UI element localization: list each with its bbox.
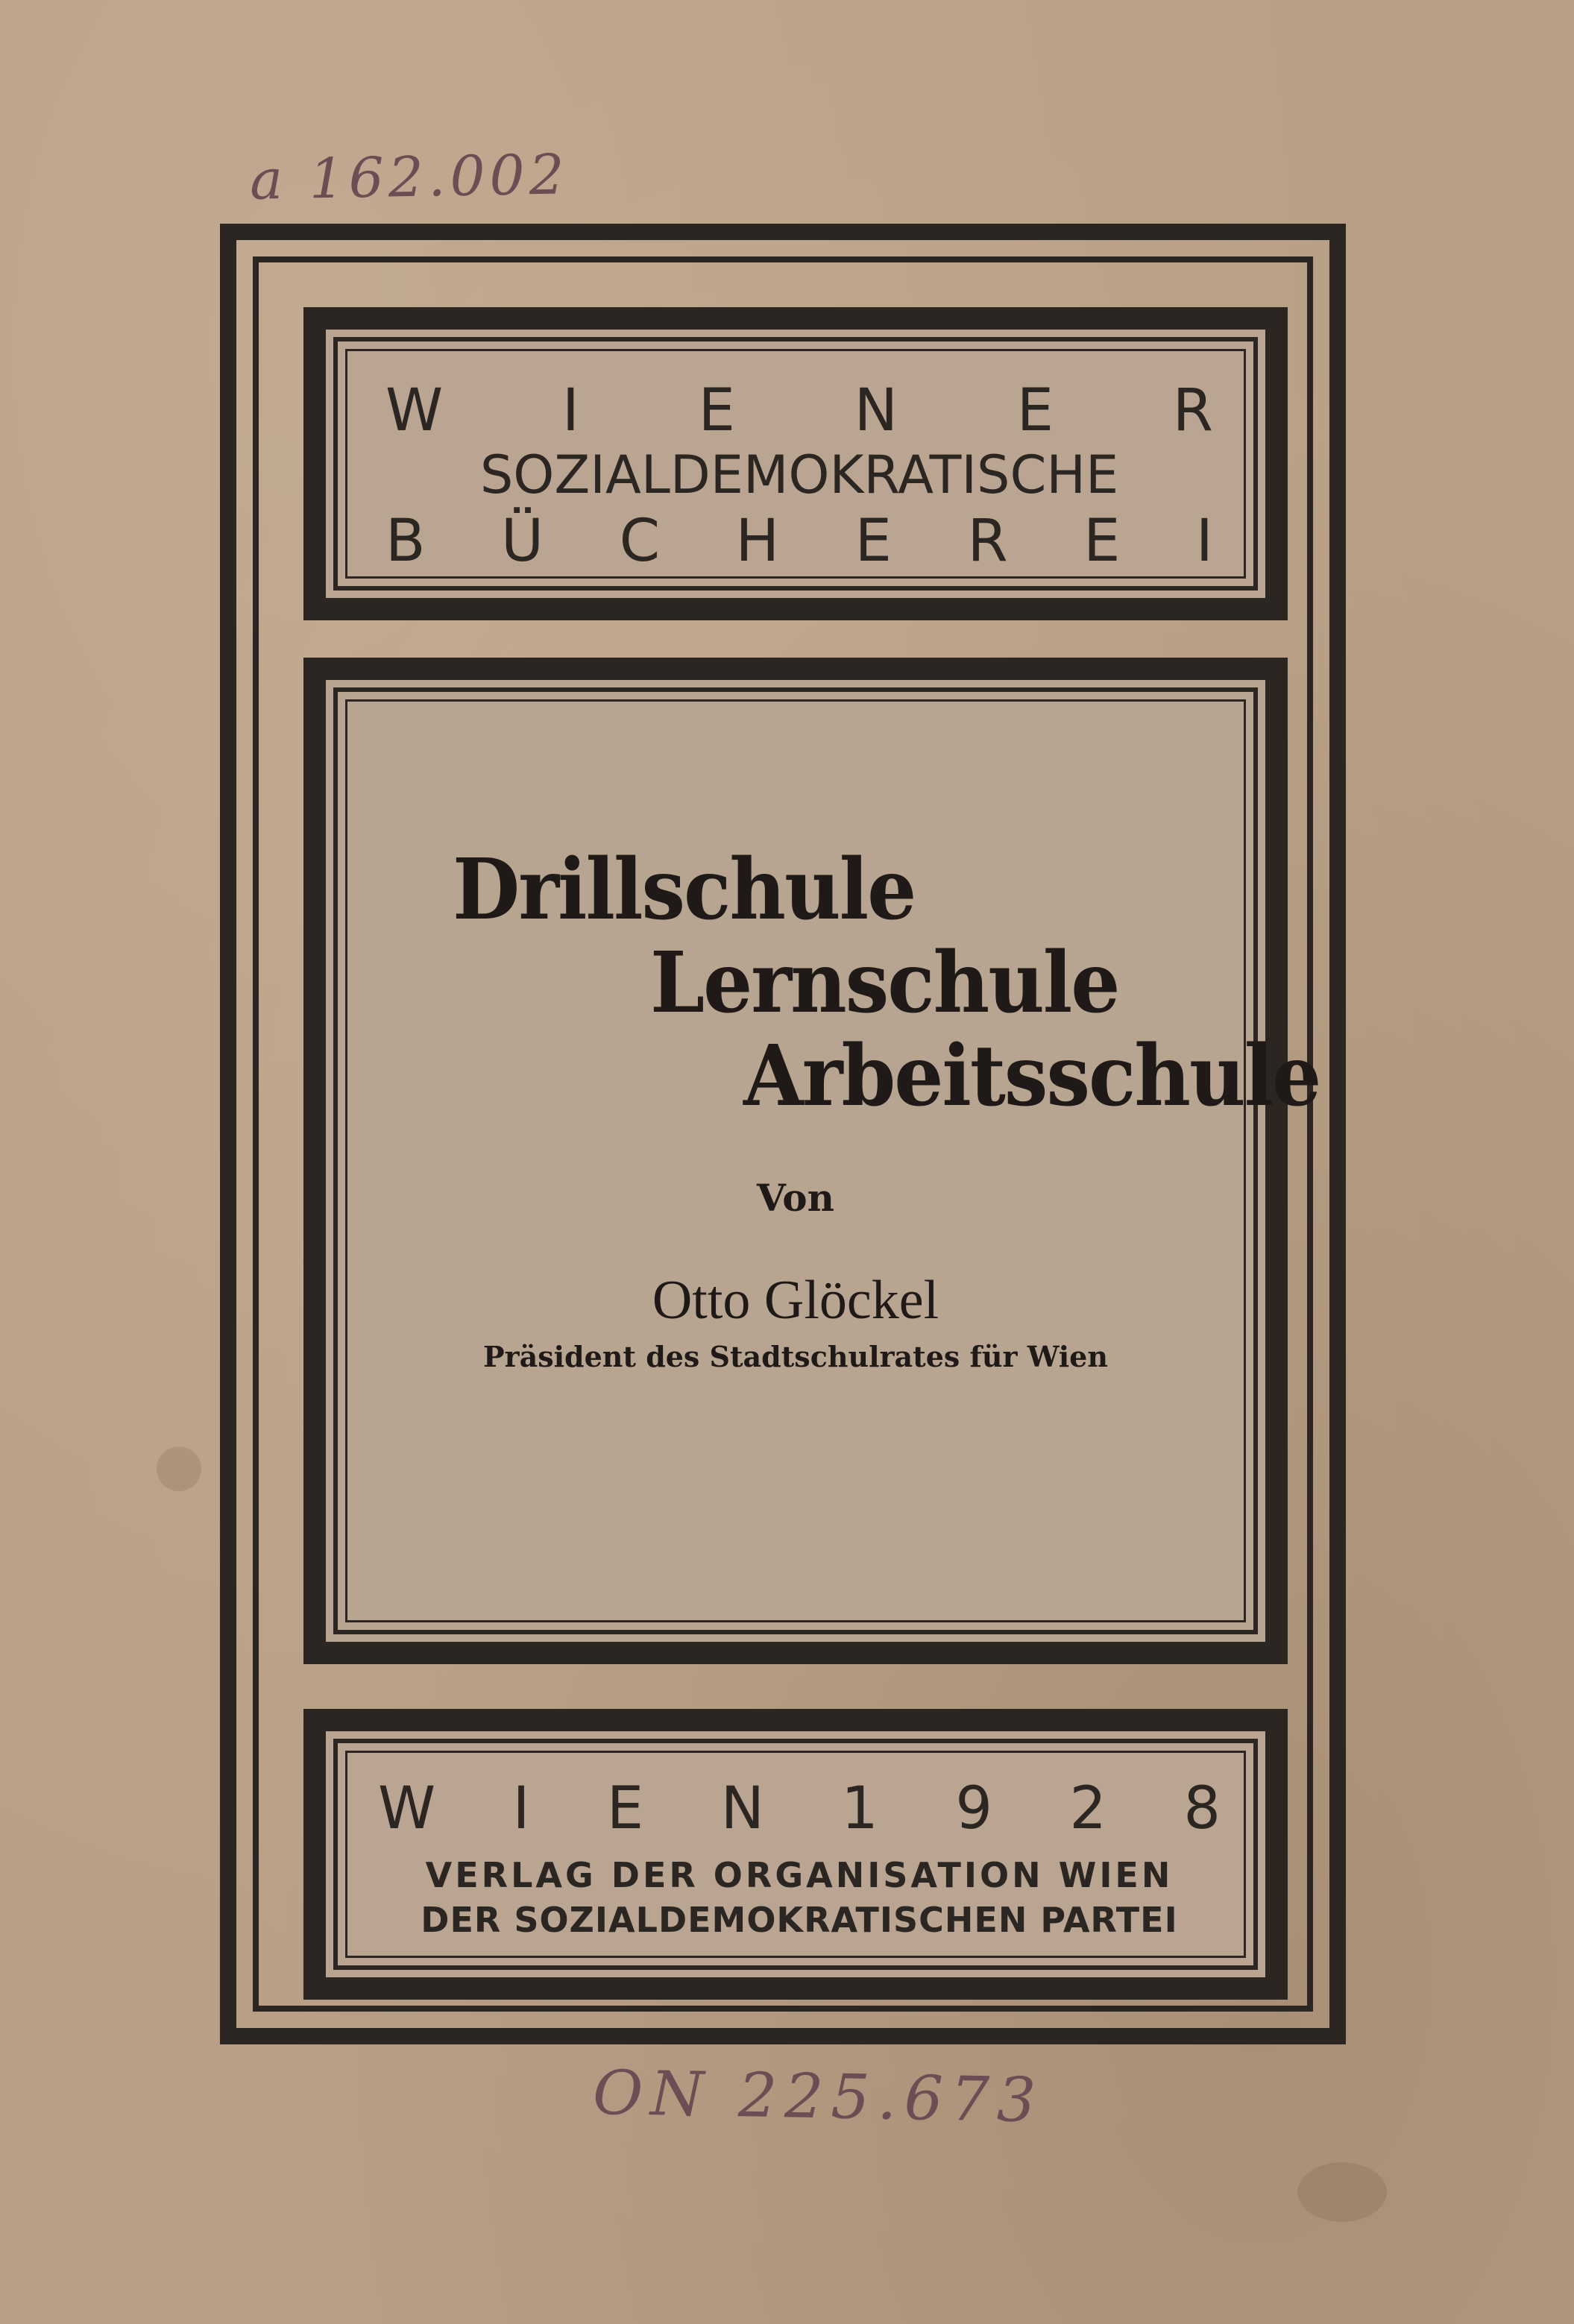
paper-stain bbox=[157, 1446, 201, 1491]
series-letter: B bbox=[385, 508, 426, 575]
series-letter: E bbox=[698, 377, 735, 444]
book-title-line-3: Arbeitsschule bbox=[743, 1026, 1320, 1126]
imprint-char: 9 bbox=[955, 1775, 992, 1842]
imprint-char: N bbox=[720, 1775, 764, 1842]
imprint-panel bbox=[303, 1709, 1288, 2000]
series-letter: R bbox=[967, 508, 1008, 575]
series-letter: E bbox=[1083, 508, 1121, 575]
imprint-char: 8 bbox=[1183, 1775, 1221, 1842]
series-line-sozialdemokratische: SOZIALDEMOKRATISCHE bbox=[479, 444, 1119, 506]
series-letter: E bbox=[1016, 377, 1054, 444]
series-panel bbox=[303, 307, 1288, 620]
series-letter: N bbox=[854, 377, 898, 444]
series-letter: W bbox=[385, 377, 444, 444]
series-line-buecherei bbox=[385, 508, 1213, 575]
imprint-publisher-line-1: VERLAG DER ORGANISATION WIEN bbox=[425, 1855, 1174, 1895]
series-letter: I bbox=[561, 377, 579, 444]
series-line-wiener bbox=[385, 377, 1213, 444]
imprint-char: 1 bbox=[841, 1775, 878, 1842]
book-title-line-1: Drillschule bbox=[453, 840, 916, 939]
cover-frame bbox=[220, 224, 1346, 2044]
imprint-char: 2 bbox=[1069, 1775, 1106, 1842]
series-letter: C bbox=[619, 508, 661, 575]
imprint-char: W bbox=[378, 1775, 436, 1842]
handwritten-call-number-top: a 162.002 bbox=[249, 142, 570, 212]
imprint-char: I bbox=[512, 1775, 530, 1842]
series-letter: I bbox=[1195, 508, 1213, 575]
series-letter: Ü bbox=[501, 508, 544, 575]
book-title-line-2: Lernschule bbox=[650, 933, 1119, 1033]
author-position: Präsident des Stadtschulrates für Wien bbox=[482, 1340, 1108, 1373]
imprint-char: E bbox=[606, 1775, 644, 1842]
paper-stain bbox=[1297, 2162, 1387, 2222]
handwritten-call-number-bottom: ON 225.673 bbox=[592, 2057, 1044, 2137]
title-panel bbox=[303, 658, 1320, 1664]
imprint-place-year bbox=[378, 1775, 1221, 1842]
imprint-publisher-line-2: DER SOZIALDEMOKRATISCHEN PARTEI bbox=[421, 1900, 1178, 1940]
author-name: Otto Glöckel bbox=[652, 1270, 939, 1331]
byline: Von bbox=[757, 1176, 834, 1220]
series-letter: R bbox=[1172, 377, 1213, 444]
series-letter: H bbox=[735, 508, 780, 575]
series-letter: E bbox=[854, 508, 892, 575]
